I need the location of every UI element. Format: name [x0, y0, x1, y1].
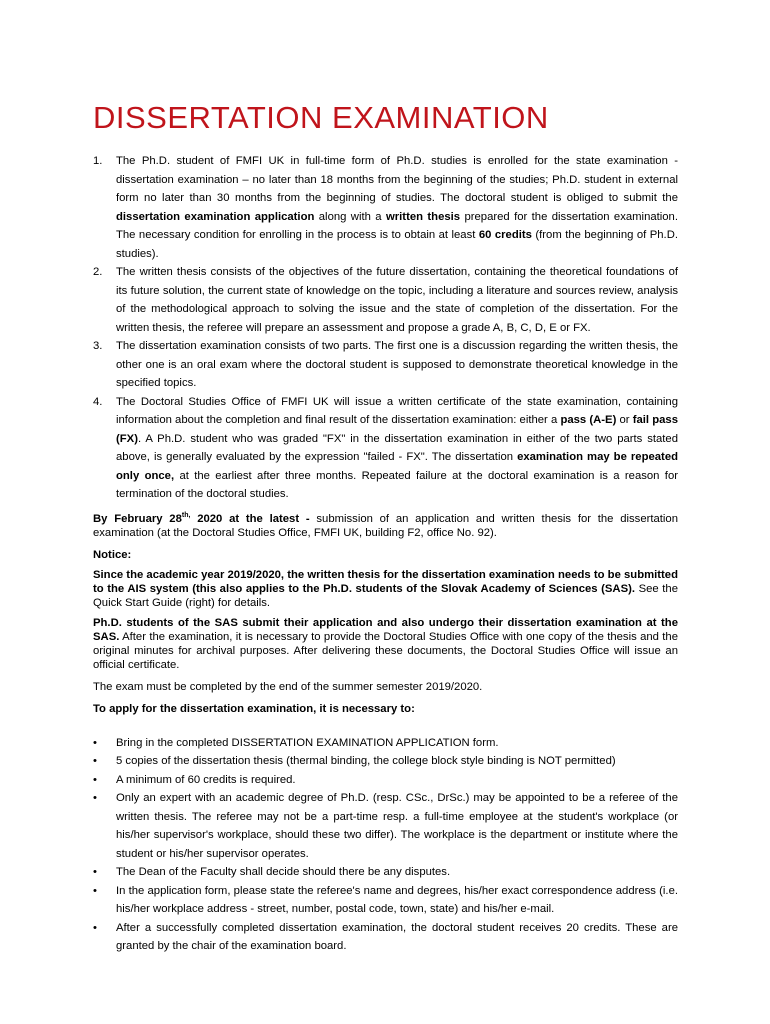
requirement-item: • Bring in the completed DISSERTATION EXAMINATION APPLICATION form.	[93, 734, 678, 753]
apply-heading: To apply for the dissertation examination, it is necessary to:	[93, 702, 415, 715]
requirement-item: • Only an expert with an academic degree of Ph.D. (resp. CSc., DrSc.) may be appointed to be a referee of the written thesis. The referee may not be a part-time resp. a full-time employee at the student's workplace (or his/her supervisor's workplace, should these two differ). The workplace is the department or institute where the student or his/her supervisor operates.	[93, 789, 678, 863]
list-item-4: 4. The Doctoral Studies Office of FMFI UK will issue a written certificate of the state examination, containing information about the completion and final result of the dissertation examination: either a pass (A-E) or fail pass (FX). A Ph.D. student who was graded "FX" in the dissertation examination in either of the two parts stated above, is generally evaluated by the expression "failed - FX". The dissertation examination may be repeated only once, at the earliest after three months. Repeated failure at the doctoral examination is a reason for termination of the doctoral studies.	[93, 393, 678, 504]
list-item-2: 2. The written thesis consists of the objectives of the future dissertation, containing the theoretical foundations of its future solution, the current state of knowledge on the topic, including a literature and sources review, analysis of the methodological approach to solving the issue and the state of completion of the dissertation. For the written thesis, the referee will prepare an assessment and propose a grade A, B, C, D, E or FX.	[93, 263, 678, 337]
bullet-icon: •	[93, 773, 97, 786]
requirement-item: • 5 copies of the dissertation thesis (thermal binding, the college block style binding is NOT permitted)	[93, 752, 678, 771]
list-item-1: 1. The Ph.D. student of FMFI UK in full-time form of Ph.D. studies is enrolled for the state examination - dissertation examination – no later than 18 months from the beginning of the studies; Ph.D. student in external form no later than 30 months from the beginning of studies. The doctoral student is obliged to submit the dissertation examination application along with a written thesis prepared for the dissertation examination. The necessary condition for enrolling in the process is to obtain at least 60 credits (from the beginning of Ph.D. studies).	[93, 152, 678, 263]
item-number: 2.	[93, 266, 103, 278]
requirement-item: • A minimum of 60 credits is required.	[93, 771, 678, 790]
bullet-icon: •	[93, 921, 97, 934]
ais-paragraph: Since the academic year 2019/2020, the written thesis for the dissertation examination needs to be submitted to the AIS system (this also applies to the Ph.D. students of the Slovak Academy of Sciences (SAS). See the Quick Start Guide (right) for details.	[93, 568, 678, 609]
page-title: DISSERTATION EXAMINATION	[93, 100, 549, 135]
deadline-paragraph: By February $28^{th,}$ 2020 at the latest - submission of an application and written thesis for the dissertation examination (at the Doctoral Studies Office, FMFI UK, building F2, office No. 92).	[93, 511, 678, 539]
notice-label: Notice:	[93, 548, 132, 561]
requirement-item: • After a successfully completed dissertation examination, the doctoral student receives 20 credits. These are granted by the chair of the examination board.	[93, 919, 678, 956]
exam-deadline-paragraph: The exam must be completed by the end of the summer semester 2019/2020.	[93, 680, 483, 693]
bullet-icon: •	[93, 736, 97, 749]
list-item-3: 3. The dissertation examination consists of two parts. The first one is a discussion regarding the written thesis, the other one is an oral exam where the doctoral student is supposed to demonstrate theoretical knowledge in the specified topics.	[93, 337, 678, 393]
item-number: 3.	[93, 340, 103, 352]
sas-paragraph: Ph.D. students of the SAS submit their application and also undergo their dissertation examination at the SAS. After the examination, it is necessary to provide the Doctoral Studies Office with one copy of the thesis and the original minutes for archival purposes. After delivering these documents, the Doctoral Studies Office will issue an official certificate.	[93, 616, 678, 671]
bullet-icon: •	[93, 866, 97, 878]
item-number: 1.	[93, 155, 103, 167]
item-number: 4.	[93, 395, 103, 408]
bullet-icon: •	[93, 755, 97, 767]
requirements-list	[93, 734, 678, 956]
document-page	[93, 98, 678, 956]
bullet-icon: •	[93, 884, 97, 897]
requirement-item: • In the application form, please state the referee's name and degrees, his/her exact correspondence address (i.e. his/her workplace address - street, number, postal code, town, state) and his/her e-mail.	[93, 882, 678, 919]
requirement-item: • The Dean of the Faculty shall decide should there be any disputes.	[93, 863, 678, 882]
numbered-list	[93, 152, 678, 504]
bullet-icon: •	[93, 792, 97, 804]
